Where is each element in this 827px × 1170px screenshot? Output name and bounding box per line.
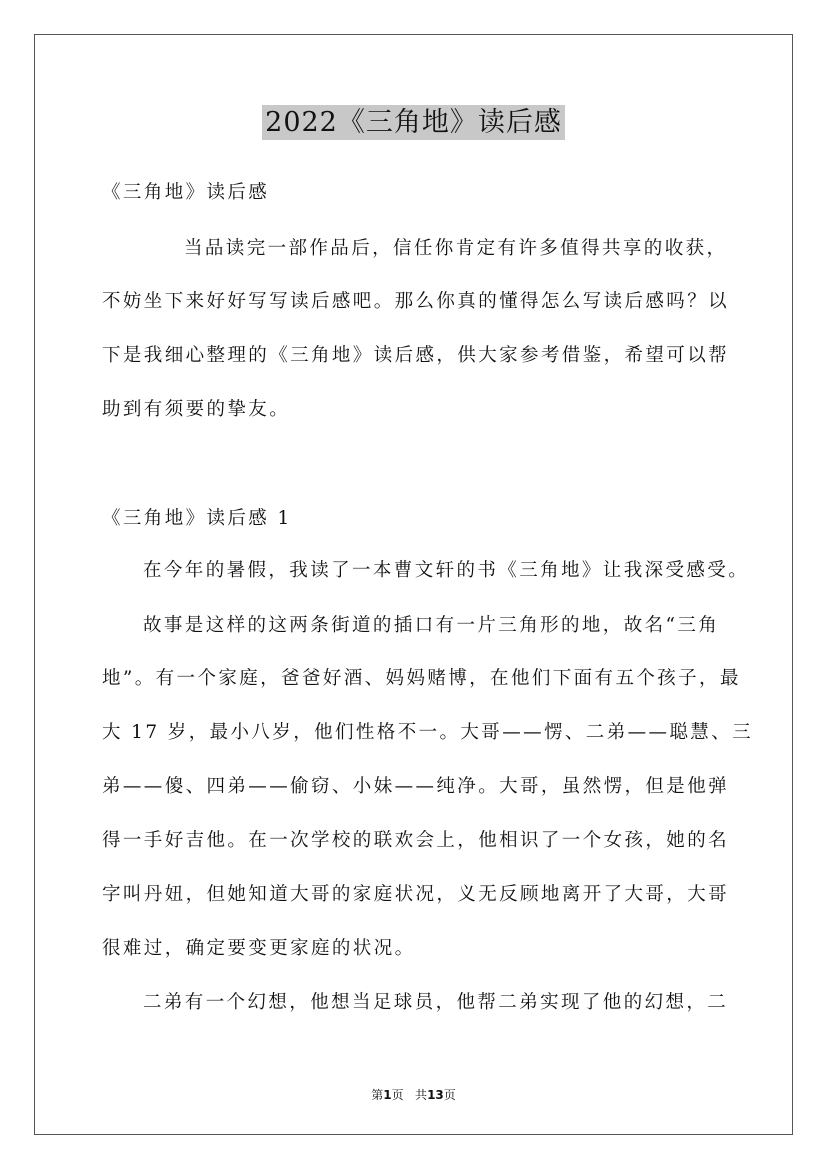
page-footer	[0, 1086, 827, 1103]
body-line: 二弟有一个幻想，他想当足球员，他帮二弟实现了他的幻想，二	[143, 992, 729, 1013]
body-line: 很难过，确定要变更家庭的状况。	[102, 938, 416, 959]
body-line: 地”。有一个家庭，爸爸好酒、妈妈赌博，在他们下面有五个孩子，最	[102, 668, 741, 689]
intro-line: 下是我细心整理的《三角地》读后感，供大家参考借鉴，希望可以帮	[102, 345, 730, 366]
intro-line: 助到有须要的挚友。	[102, 399, 291, 420]
page-suffix: 页	[391, 1088, 404, 1102]
total-suffix: 页	[443, 1088, 456, 1102]
body-line: 在今年的暑假，我读了一本曹文轩的书《三角地》让我深受感受。	[143, 560, 750, 581]
document-title: 2022《三角地》读后感	[262, 105, 565, 140]
section-heading: 《三角地》读后感 1	[102, 508, 292, 529]
document-title-block	[0, 100, 827, 139]
body-line: 弟——傻、四弟——偷窃、小妹——纯净。大哥，虽然愣，但是他弹	[102, 776, 730, 797]
page-prefix: 第	[371, 1088, 384, 1102]
body-line: 故事是这样的这两条街道的插口有一片三角形的地，故名“三角	[143, 615, 720, 636]
intro-line: 当品读完一部作品后，信任你肯定有许多值得共享的收获，	[184, 238, 728, 259]
intro-heading: 《三角地》读后感	[102, 182, 270, 203]
total-prefix: 共	[415, 1088, 428, 1102]
total-pages: 13	[427, 1088, 444, 1102]
body-line: 得一手好吉他。在一次学校的联欢会上，他相识了一个女孩，她的名	[102, 830, 730, 851]
page-number: 1	[383, 1088, 392, 1102]
intro-line: 不妨坐下来好好写写读后感吧。那么你真的懂得怎么写读后感吗？以	[102, 291, 730, 312]
body-line: 大 17 岁，最小八岁，他们性格不一。大哥——愣、二弟——聪慧、三	[102, 722, 754, 743]
body-line: 字叫丹妞，但她知道大哥的家庭状况，义无反顾地离开了大哥，大哥	[102, 884, 730, 905]
